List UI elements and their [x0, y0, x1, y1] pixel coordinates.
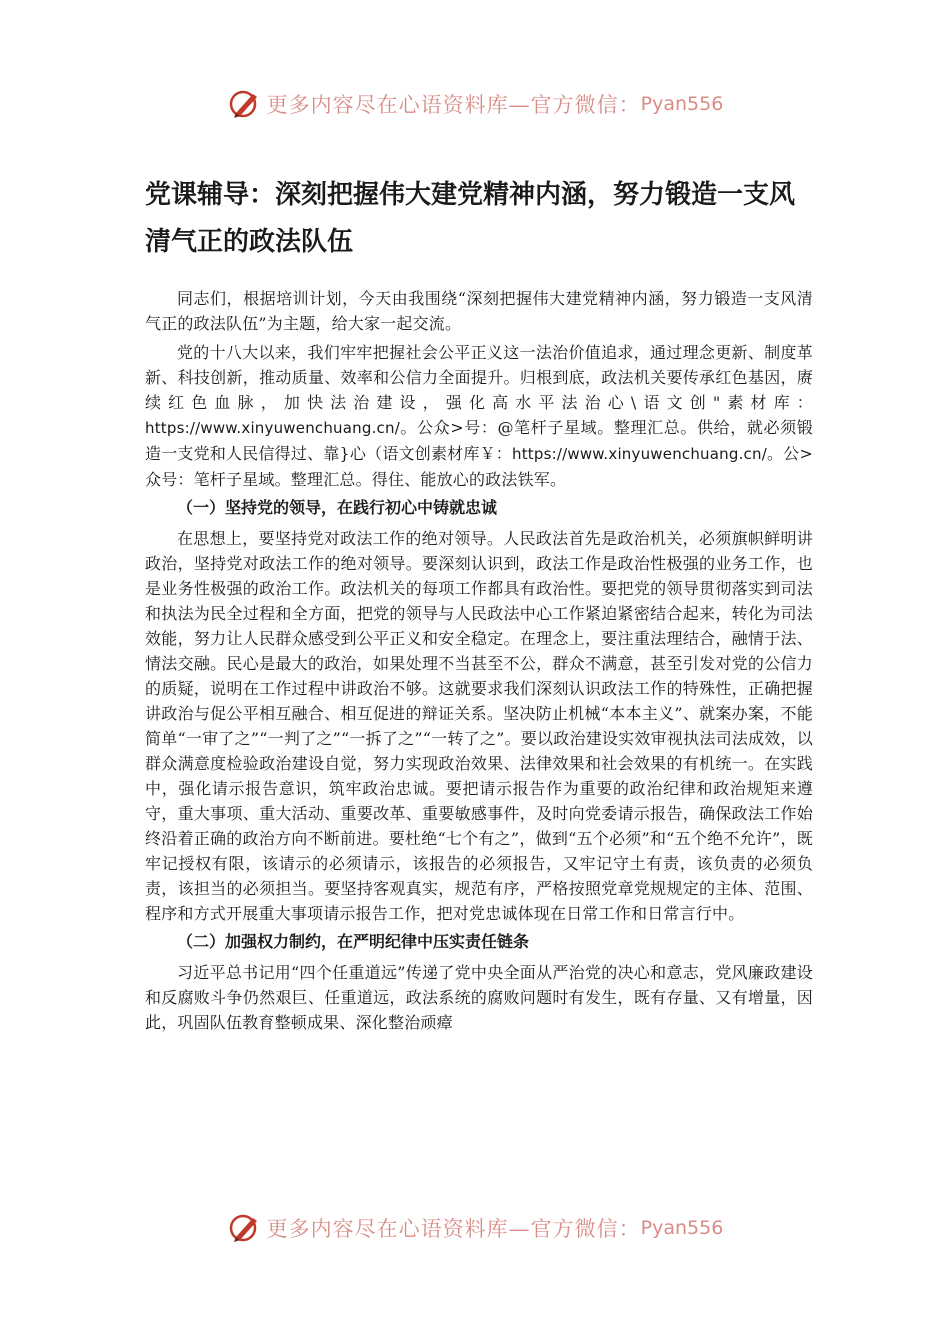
paragraph-section-1: 在思想上，要坚持党对政法工作的绝对领导。人民政法首先是政治机关，必须旗帜鲜明讲政治，坚持党对政法工作的绝对领导。要深刻认识到，政法工作是政治性极强的业务工作，也是业务性极强的政治工作。政法机关的每项工作都具有政治性。要把党的领导贯彻落实到司法和执法为民全过程和全方面，把党的领导与人民政法中心工作紧迫紧密结合起来，转化为司法效能，努力让人民群众感受到公平正义和安全稳定。在理念上，要注重法理结合，融情于法、情法交融。民心是最大的政治，如果处理不当甚至不公，群众不满意，甚至引发对党的公信力的质疑，说明在工作过程中讲政治不够。这就要求我们深刻认识政法工作的特殊性，正确把握讲政治与促公平相互融合、相互促进的辩证关系。坚决防止机械“本本主义”、就案办案，不能简单“一审了之”“一判了之”“一拆了之”“一转了之”。要以政治建设实效审视执法司法成效，以群众满意度检验政治建设自觉，努力实现政治效果、法律效果和社会效果的有机统一。在实践中，强化请示报告意识，筑牢政治忠诚。要把请示报告作为重要的政治纪律和政治规矩来遵守，重大事项、重大活动、重要改革、重要敏感事件，及时向党委请示报告，确保政法工作始终沿着正确的政治方向不断前进。要杜绝“七个有之”，做到“五个必须”和“五个绝不允许”，既牢记授权有限，该请示的必须请示，该报告的必须报告，又牢记守土有责，该负责的必须负责，该担当的必须担当。要坚持客观真实，规范有序，严格按照党章党规规定的主体、范围、程序和方式开展重大事项请示报告工作，把对党忠诚体现在日常工作和日常言行中。	[145, 529, 813, 923]
paragraph-background	[145, 340, 813, 492]
document-body	[145, 172, 813, 1039]
banner-text: 更多内容尽在心语资料库—官方微信：	[266, 1217, 641, 1241]
url-link: https://www.xinyuwenchuang.cn/	[512, 445, 767, 463]
banner-text: 更多内容尽在心语资料库—官方微信：	[266, 93, 641, 117]
url-link: https://www.xinyuwenchuang.cn/	[145, 419, 400, 437]
paragraph-section-2: 习近平总书记用“四个任重道远”传递了党中央全面从严治党的决心和意志，党风廉政建设和反腐败斗争仍然艰巨、任重道远，政法系统的腐败问题时有发生，既有存量、又有增量，因此，巩固队伍教育整顿成果、深化整治顽瘴	[145, 963, 813, 1032]
document-title: 党课辅导：深刻把握伟大建党精神内涵，努力锻造一支风清气正的政法队伍	[145, 180, 796, 257]
paragraph-text: 。公众>号：@笔杆子星域。整理汇总。供给，就必须锻造一支党和人民信得过、靠}心（语文创素材库￥：	[145, 418, 813, 463]
header-banner	[0, 84, 950, 124]
section-heading-2: （二）加强权力制约，在严明纪律中压实责任链条	[177, 932, 530, 951]
banner-code: Pyan556	[640, 1217, 724, 1239]
section-heading-1: （一）坚持党的领导，在践行初心中铸就忠诚	[177, 498, 498, 517]
paragraph-text: 。公>众号：笔杆子星域。整理汇总。得住、能放心的政法铁军。	[145, 444, 814, 489]
banner-code: Pyan556	[640, 93, 724, 115]
pen-circle-logo-icon	[227, 1210, 263, 1246]
paragraph-text: 党的十八大以来，我们牢牢把握社会公平正义这一法治价值追求，通过理念更新、制度革新、科技创新，推动质量、效率和公信力全面提升。归根到底，政法机关要传承红色基因，赓续红色血脉，加快法治建设，强化高水平法治心\语文创"素材库：	[145, 343, 813, 412]
paragraph-intro: 同志们，根据培训计划，今天由我围绕“深刻把握伟大建党精神内涵，努力锻造一支风清气正的政法队伍”为主题，给大家一起交流。	[145, 289, 813, 333]
pen-circle-logo-icon	[227, 86, 263, 122]
footer-banner	[0, 1208, 950, 1248]
